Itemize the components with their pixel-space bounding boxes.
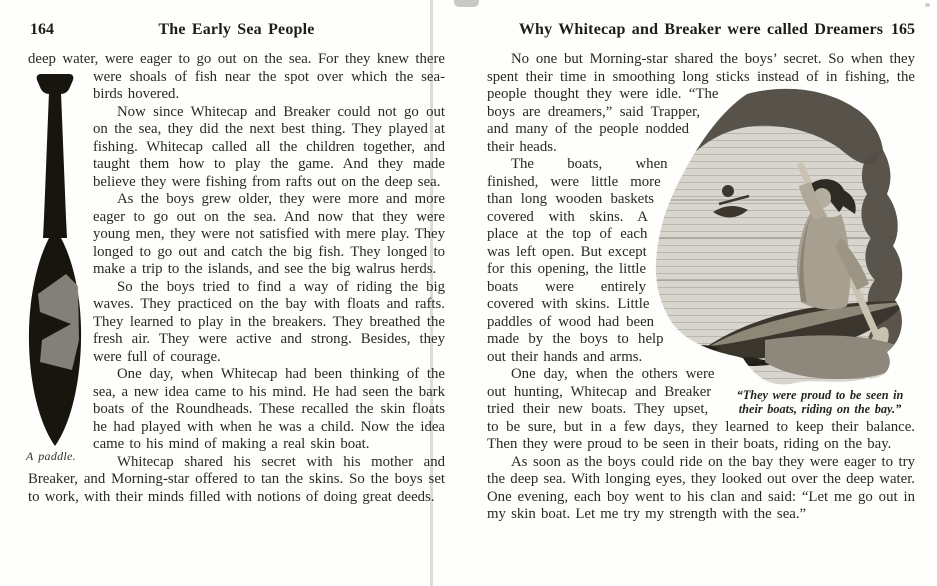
paragraph: Whitecap shared his secret with his mother and Breaker, and Morning-star offered to tan the skins. So the boys set to work, with their minds filled with notions of doing great deeds. — [28, 453, 445, 505]
right-page-header — [487, 0, 915, 40]
paragraph-text: No one but Morning-star shared the boys’ secret. So when they spent their time in smoothing long sticks instead — [487, 51, 915, 85]
paragraph: As the boys grew older, they were more and more eager to go out on the sea. And now that they were young men, they were not satisfied with mere play. They longed to go out and catch the big fish. They longed to make a trip to the islands, and see the big walrus herds. — [93, 191, 445, 277]
paddle-blade — [29, 228, 81, 446]
right-page-number: 165 — [891, 21, 915, 38]
paragraph-text: deep water, were eager to go out on the sea. For they knew there were shoals of fish near the spot over which the sea- — [28, 51, 445, 85]
right-page-body — [487, 51, 915, 524]
paddle-figure — [26, 72, 84, 463]
paddle-grip — [37, 74, 74, 94]
paragraph: One day, when Whitecap had been thinking of the sea, a new idea came to his mind. He had seen the bark boats of the Roundheads. These recalled the skin floats he had played with when he was a child. Now the idea came to his mind of making a real skin boat. — [93, 366, 445, 452]
paragraph: One day, when the others were out hunting, Whitecap and Breaker tried their new boats. They upset, to be sure, but in a few days, they learned to keep their balance. Then they were proud to be seen in their boats, riding on the bay. — [487, 366, 915, 452]
left-page-body — [28, 51, 445, 506]
right-running-title: Why Whitecap and Breaker were called Dreamers — [518, 21, 884, 38]
paragraph: Now since Whitecap and Breaker could not go out on the sea, they did the next best thing. They played at fishing. Whitecap called all the children together, and taught them how to play the game. And they made believe they were fishing from rafts out on the deep sea. — [93, 103, 445, 190]
paragraph: The boats, when finished, were little more than long wooden baskets covered with skins. A place at the top of each was left open. But except for this opening, the little boats were entirely covered with skins. Little paddles of wood had been made by the boys to help out their hands and arms. — [487, 156, 668, 365]
paragraph-text: birds hovered. — [93, 86, 180, 102]
boat-scene-caption — [705, 389, 911, 416]
left-running-title: The Early Sea People — [158, 21, 315, 38]
left-page-header — [28, 0, 445, 40]
left-page — [0, 0, 468, 586]
paragraph: As soon as the boys could ride on the bay they were eager to try the deep sea. With longing eyes, they looked out over the deep water. One evening, each boy went to his clan and said: “Let me go out in my skin boat. Let me try my strength with the sea.” — [487, 453, 915, 522]
caption-line: their boats, riding on the bay.” — [738, 401, 902, 416]
paddle-caption: A paddle. — [26, 448, 76, 463]
paragraph-text: of in fishing, the people thought they were idle. “The boys are dreamers,” said Trapper, and many of the people nodded their heads. — [487, 68, 915, 155]
paragraph: So the boys tried to find a way of riding the big waves. They practiced on the bay with floats and rafts. They learned to play in the breakers. They breathed the fresh air. They were active and strong. Besides, they were full of courage. — [93, 278, 445, 365]
left-page-number: 164 — [30, 21, 54, 38]
paddle-illustration — [26, 72, 84, 448]
paddle-shaft — [43, 92, 67, 238]
right-page — [468, 0, 937, 586]
caption-line: “They were proud to be seen in — [736, 388, 904, 402]
